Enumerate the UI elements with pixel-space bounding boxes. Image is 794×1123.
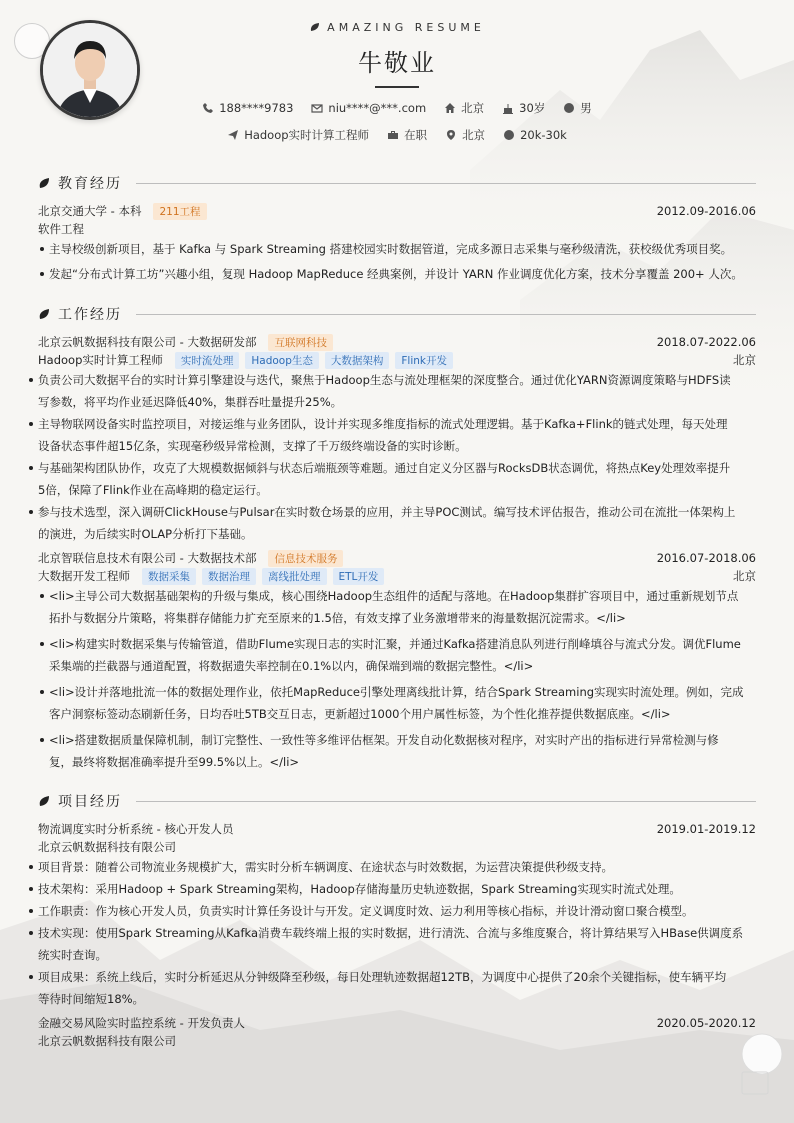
list-item: 工作职责：作为核心开发人员，负责实时计算任务设计与开发。定义调度时效、运力利用等核心指标，并设计滑动窗口聚合模型。	[38, 900, 758, 922]
skill-tag: 实时流处理	[175, 352, 240, 369]
email: niu****@***.com	[311, 101, 426, 115]
contact-row	[0, 100, 794, 116]
job-location: 北京	[733, 569, 756, 583]
project-entry	[38, 1015, 756, 1031]
job-role-row	[38, 352, 756, 368]
list-item: 发起“分布式计算工坊”兴趣小组，复现 Hadoop MapReduce 经典案例，并设计 YARN 作业调度优化方案，技术分享覆盖 200+ 人次。	[49, 263, 759, 285]
mail-icon	[311, 102, 323, 114]
list-item: <li>设计并落地批流一体的数据处理作业，依托MapReduce引擎处理离线批计算，结合Spark Streaming实现实时流处理。例如，完成 客户洞察标签动态刷新任务，日均吞吐5TB交互日志，更新超过1000个用户属性标签，为个性化推荐提供数据底座。</li>	[49, 681, 759, 725]
skill-tag: ETL开发	[333, 568, 385, 585]
education-entry	[38, 203, 756, 219]
list-item: 负责公司大数据平台的实时计算引擎建设与迭代，聚焦于Hadoop生态与流处理框架的深度整合。通过优化YARN资源调度策略与HDFS读 写参数，将平均作业延迟降低40%，集群吞吐量提升25%。	[38, 369, 758, 413]
city: 北京	[444, 100, 484, 116]
job-entry	[38, 550, 756, 566]
location-pin-icon	[445, 129, 457, 141]
section-education: 教育经历	[38, 173, 756, 193]
section-divider	[136, 801, 756, 802]
skill-tag: 数据采集	[142, 568, 196, 585]
school-name: 北京交通大学 - 本科	[38, 204, 142, 218]
skill-tag: Hadoop生态	[245, 352, 319, 369]
briefcase-icon	[387, 129, 399, 141]
section-divider	[136, 314, 756, 315]
money-icon	[503, 129, 515, 141]
cake-icon	[502, 102, 514, 114]
work-status: 在职	[387, 127, 427, 143]
project-company: 北京云帆数据科技有限公司	[38, 840, 176, 854]
skill-tag: 数据治理	[202, 568, 256, 585]
company-name: 北京智联信息技术有限公司 - 大数据技术部	[38, 551, 257, 565]
gender: 男	[563, 100, 592, 116]
job-role-row	[38, 568, 756, 584]
list-item: 与基础架构团队协作，攻克了大规模数据倾斜与状态后端瓶颈等难题。通过自定义分区器与RocksDB状态调优，将热点Key处理效率提升 5倍，保障了Flink作业在高峰期的稳定运行。	[38, 457, 758, 501]
leaf-icon	[309, 21, 321, 33]
target-city: 北京	[445, 127, 485, 143]
name-divider	[375, 86, 419, 88]
job-location: 北京	[733, 353, 756, 367]
job-intent-row	[0, 127, 794, 143]
project-name: 物流调度实时分析系统 - 核心开发人员	[38, 822, 234, 836]
list-item: 技术架构：采用Hadoop + Spark Streaming架构，Hadoop存储海量历史轨迹数据，Spark Streaming实现实时流式处理。	[38, 878, 758, 900]
education-major-row	[38, 221, 756, 237]
job-period: 2016.07-2018.06	[656, 551, 756, 565]
candidate-name: 牛敬业	[358, 49, 436, 77]
phone-icon	[202, 102, 214, 114]
leaf-icon	[38, 795, 50, 807]
target-position: Hadoop实时计算工程师	[227, 127, 369, 143]
skill-tag: Flink开发	[395, 352, 453, 369]
project-period: 2020.05-2020.12	[656, 1016, 756, 1030]
major: 软件工程	[38, 222, 84, 236]
age: 30岁	[502, 100, 545, 116]
tagline-text: AMAZING RESUME	[327, 20, 485, 34]
job-role: 大数据开发工程师	[38, 569, 130, 583]
project-name: 金融交易风险实时监控系统 - 开发负责人	[38, 1016, 245, 1030]
job-role: Hadoop实时计算工程师	[38, 353, 163, 367]
project-entry	[38, 821, 756, 837]
list-item: 项目背景：随着公司物流业务规模扩大，需实时分析车辆调度、在途状态与时效数据，为运营决策提供秒级支持。	[38, 856, 758, 878]
skill-tag: 离线批处理	[262, 568, 327, 585]
leaf-icon	[38, 308, 50, 320]
industry-tag: 互联网科技	[268, 334, 333, 351]
education-period: 2012.09-2016.06	[656, 204, 756, 218]
section-divider	[136, 183, 756, 184]
section-projects: 项目经历	[38, 791, 756, 811]
send-icon	[227, 129, 239, 141]
industry-tag: 信息技术服务	[268, 550, 343, 567]
home-icon	[444, 102, 456, 114]
company-name: 北京云帆数据科技有限公司 - 大数据研发部	[38, 335, 257, 349]
skill-tag: 大数据架构	[325, 352, 390, 369]
list-item: 技术实现：使用Spark Streaming从Kafka消费车载终端上报的实时数据，进行清洗、合流与多维度聚合，将计算结果写入HBase供调度系 统实时查询。	[38, 922, 758, 966]
list-item: 项目成果：系统上线后，实时分析延迟从分钟级降至秒级，每日处理轨迹数据超12TB，为调度中心提供了20余个关键指标，使车辆平均 等待时间缩短18%。	[38, 966, 758, 1010]
list-item: 主导物联网设备实时监控项目，对接运维与业务团队，设计并实现多维度指标的流式处理逻辑。基于Kafka+Flink的链式处理，每天处理 设备状态事件超15亿条，实现毫秒级异常检测，支撑了千万级终端设备的实时诊断。	[38, 413, 758, 457]
list-item: <li>构建实时数据采集与传输管道，借助Flume实现日志的实时汇聚，并通过Kafka搭建消息队列进行削峰填谷与流式分发。调优Flume 采集端的拦截器与通道配置，将数据遗失率控制在0.1%以内，确保端到端的数据完整性。</li>	[49, 633, 759, 677]
phone: 188****9783	[202, 101, 293, 115]
list-item: 主导校级创新项目，基于 Kafka 与 Spark Streaming 搭建校园实时数据管道，完成多源日志采集与毫秒级清洗，获校级优秀项目奖。	[49, 238, 759, 260]
school-tag: 211工程	[153, 203, 206, 220]
expected-salary: 20k-30k	[503, 128, 567, 142]
list-item: 参与技术选型，深入调研ClickHouse与Pulsar在实时数仓场景的应用，并主导POC测试。编写技术评估报告，推动公司在流批一体架构上 的演进，为后续实时OLAP分析打下基础。	[38, 501, 758, 545]
project-period: 2019.01-2019.12	[656, 822, 756, 836]
list-item: <li>主导公司大数据基础架构的升级与集成，核心围绕Hadoop生态组件的适配与落地。在Hadoop集群扩容项目中，通过重新规划节点 拓扑与数据分片策略，将集群存储能力扩充至原来的1.5倍，有效支撑了业务激增带来的海量数据沉淀需求。</li>	[49, 585, 759, 629]
project-company-row	[38, 1033, 756, 1049]
section-work: 工作经历	[38, 304, 756, 324]
user-circle-icon	[563, 102, 575, 114]
project-company-row	[38, 839, 756, 855]
project-company: 北京云帆数据科技有限公司	[38, 1034, 176, 1048]
job-entry	[38, 334, 756, 350]
leaf-icon	[38, 177, 50, 189]
list-item: <li>搭建数据质量保障机制，制订完整性、一致性等多维评估框架。开发自动化数据核对程序，对实时产出的指标进行异常检测与修 复，最终将数据准确率提升至99.5%以上。</li>	[49, 729, 759, 773]
job-period: 2018.07-2022.06	[656, 335, 756, 349]
tagline	[309, 21, 485, 34]
